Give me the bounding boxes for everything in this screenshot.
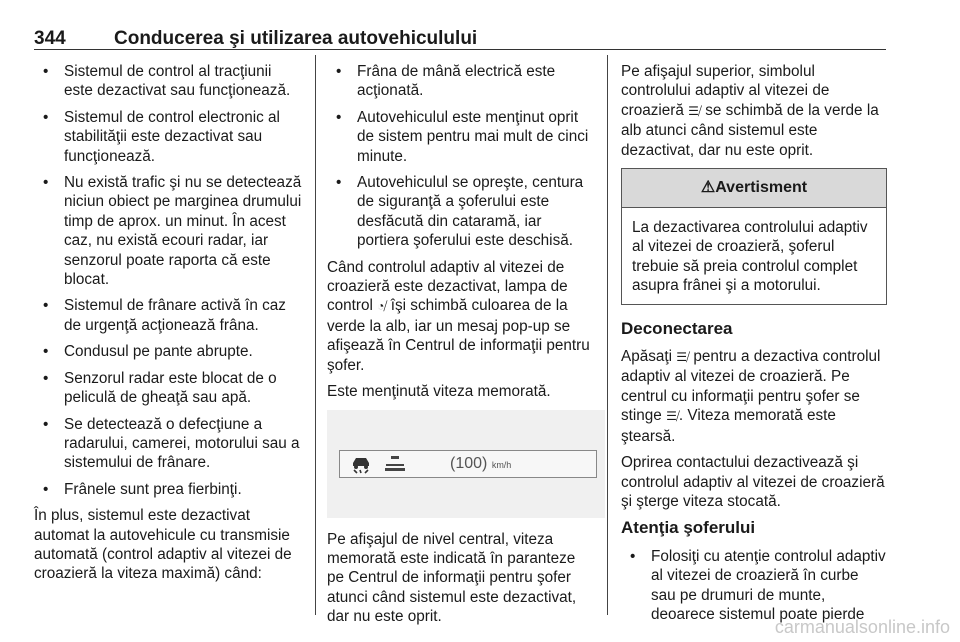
paragraph: În plus, sistemul este dezactivat automat la autovehicule cu transmisie automată (control adaptiv al vitezei de croazieră la viteza maximă) când: [34, 507, 292, 583]
paragraph-text: se schimbă de la verde la alb atunci când sistemul este dezactivat, dar nu este oprit. [621, 101, 879, 159]
list-item: • Se detectează o defecţiune a radarului, camerei, motorului sau a sistemului de frânare. [34, 415, 302, 473]
cruise-control-lamp-icon: ◔⧸ [377, 299, 387, 314]
warning-header [622, 169, 886, 208]
header-rule [34, 49, 886, 50]
paragraph-text: Pe afişajul superior, simbolul controlului adaptiv al vitezei de croazieră [621, 63, 830, 119]
paragraph-text: îşi schimbă culoarea de la verde la alb, iar un mesaj pop-up se afişează în Centrul de informaţii pentru şofer. [327, 297, 590, 374]
paragraph [621, 347, 887, 446]
display-bar [339, 450, 597, 478]
driver-info-display-illustration [327, 410, 605, 518]
stored-speed-readout [450, 454, 511, 475]
paragraph: Pe afişajul de nivel central, viteza memorată este indicată în paranteze pe Centrul de informaţii pentru şofer atunci când sistemul este dezactivat, dar nu este oprit. [327, 530, 577, 626]
page-number: 344 [34, 28, 66, 49]
page-title: Conducerea şi utilizarea autovehiculului [114, 28, 478, 49]
speed-unit: km/h [491, 459, 512, 470]
cruise-control-button-icon: ☰⧸ [676, 350, 690, 365]
list-item: • Condusul pe pante abrupte. [34, 342, 302, 361]
section-heading-deconectarea: Deconectarea [621, 318, 733, 338]
list-item: • Autovehiculul se opreşte, centura de siguranţă a şoferului este desfăcută din cataramă, iar portiera şoferului este deschisă. [327, 173, 593, 251]
stored-speed: (100) [450, 454, 488, 472]
warning-body: La dezactivarea controlului adaptiv al vitezei de croazieră, şoferul trebuie să preia controlul complet asupra frânei şi a motorului. [632, 219, 868, 295]
list-item: • Frâna de mână electrică este acţionată. [327, 62, 593, 101]
paragraph [327, 258, 593, 375]
list-item: • Nu există trafic şi nu se detectează niciun obiect pe marginea drumului timp de aprox. un minut. În acest caz, nu există ecouri radar, iar senzorul poate raporta că este blocat. [34, 173, 302, 289]
list-item: • Sistemul de frânare activă în caz de urgenţă acţionează frâna. [34, 296, 302, 335]
list-item: • Senzorul radar este blocat de o peliculă de gheaţă sau apă. [34, 369, 302, 408]
column-2 [327, 62, 593, 634]
list-item: • Sistemul de control electronic al stabilităţii este dezactivat sau funcţionează. [34, 108, 302, 166]
paragraph [621, 62, 887, 160]
list-item: • Folosiţi cu atenţie controlul adaptiv al vitezei de croazieră în curbe sau pe drumuri de munte, deoarece sistemul poate pierde [621, 547, 887, 625]
list-item: • Autovehiculul este menţinut oprit de sistem pentru mai mult de cinci minute. [327, 108, 593, 166]
watermark: carmanualsonline.info [774, 617, 950, 637]
warning-box [621, 168, 887, 305]
paragraph-text: pentru a dezactiva controlul adaptiv al vitezei de croazieră. Pe centrul cu informaţii pentru şofer se stinge [621, 348, 881, 425]
column-1 [34, 62, 302, 591]
warning-title: Avertisment [715, 179, 808, 197]
column-3 [621, 62, 887, 631]
list-item: • Sistemul de control al tracţiunii este dezactivat sau funcţionează. [34, 62, 302, 101]
section-heading-atentia-soferului: Atenţia şoferului [621, 518, 756, 538]
paragraph-text: Când controlul adaptiv al vitezei de croazieră este dezactivat, lampa de control [327, 258, 568, 315]
following-distance-icon [384, 455, 406, 473]
list-item: • Frânele sunt prea fierbinţi. [34, 480, 302, 499]
condition-list-1 [34, 62, 302, 499]
paragraph: Este menţinută viteza memorată. [327, 383, 551, 401]
paragraph: Oprirea contactului dezactivează şi controlul adaptiv al vitezei de croazieră şi şterge viteza stocată. [621, 454, 885, 510]
adaptive-cruise-car-icon [350, 454, 372, 474]
warning-triangle-icon: ⚠ [700, 179, 716, 197]
condition-list-2 [327, 62, 593, 251]
attention-list [621, 547, 887, 625]
cruise-control-symbol-icon: ☰⧸ [688, 103, 702, 118]
page-header [34, 22, 886, 48]
paragraph-text: . Viteza memorată este ştearsă. [621, 407, 836, 445]
column-divider-2 [607, 55, 608, 615]
column-divider-1 [315, 55, 316, 615]
paragraph-text: Apăsaţi [621, 348, 673, 366]
cruise-control-symbol-icon: ☰⧸ [666, 409, 679, 424]
